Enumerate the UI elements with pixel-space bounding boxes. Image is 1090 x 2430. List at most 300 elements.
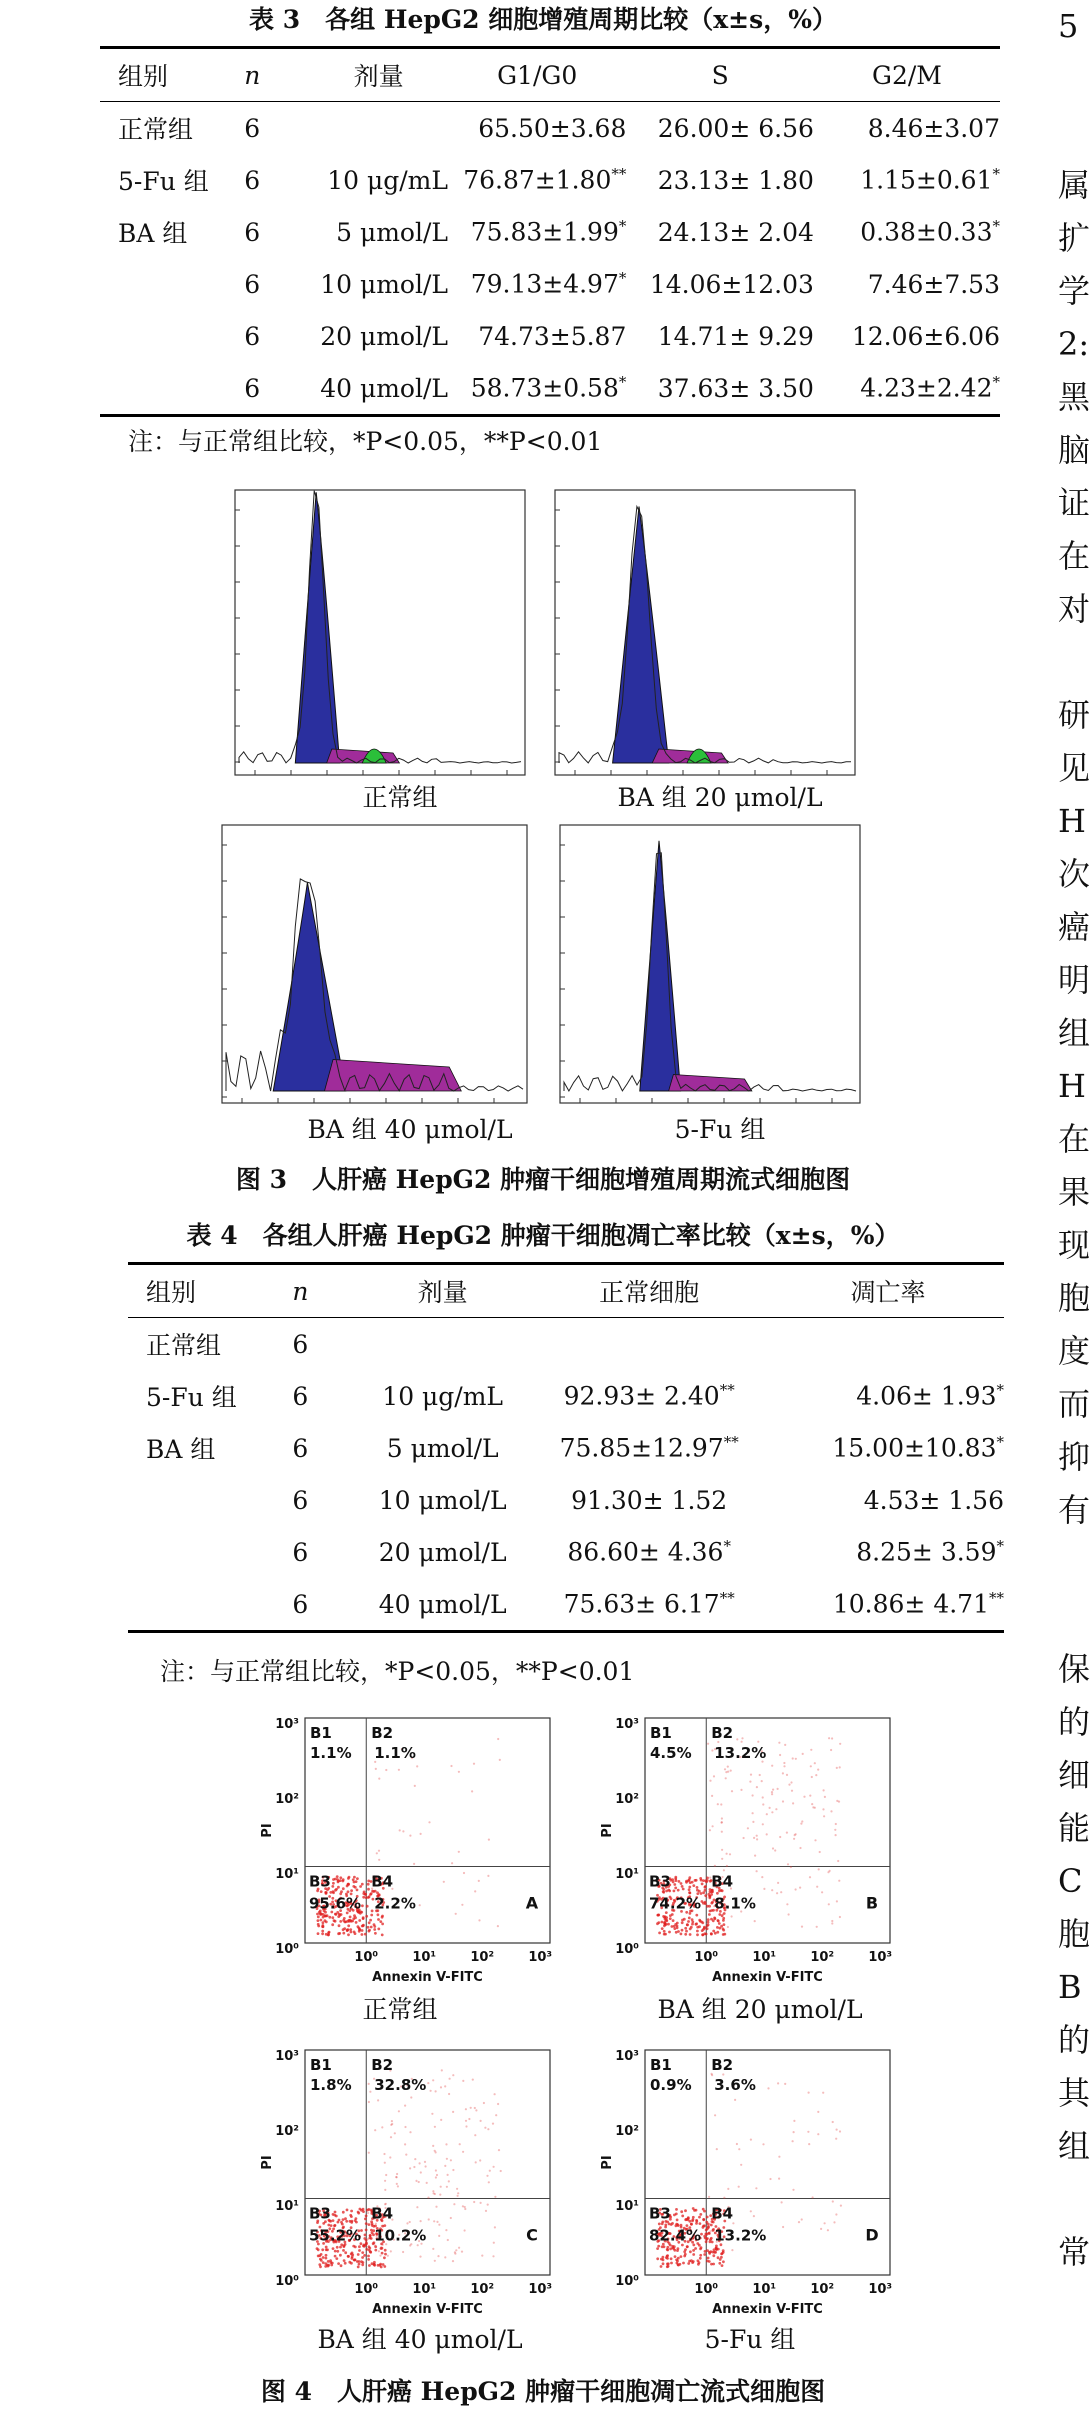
dotplot-event [371,2222,374,2225]
dotplot-event [775,1808,777,1810]
right-column-text [1058,0,1090,2279]
dotplot-event [707,2257,710,2260]
dotplot-event [342,1887,345,1890]
dotplot-event [489,2170,491,2172]
dotplot-event [687,1920,690,1923]
dotplot-event [481,2255,483,2257]
dotplot-event [750,1774,752,1776]
dotplot-event [473,1763,475,1765]
dotplot-event [357,2212,360,2215]
dotplot-event [722,1919,725,1922]
dotplot-event [832,2200,834,2202]
table3-row [100,310,1000,362]
dotplot-event [692,2253,695,2256]
dotplot-event [657,1914,660,1917]
x-tick-label: 10³ [868,2282,893,2297]
dotplot-event [376,1852,378,1854]
right-column-char: 在 [1058,537,1090,575]
dotplot-event [723,2197,725,2199]
dotplot-event [723,1869,725,1871]
dotplot-event [361,1904,364,1907]
dotplot-event [726,1865,728,1867]
dotplot-event [336,2246,339,2249]
table3-header: S [626,48,814,102]
y-tick-label: 10³ [275,2049,299,2064]
x-tick-label: 10³ [528,1950,553,1965]
dotplot-event [738,2148,740,2150]
right-column-char: 学 [1058,272,1090,310]
table3-row [100,258,1000,310]
dotplot-event [707,1743,709,1745]
dotplot-event [461,2251,463,2253]
dotplot-event [337,1915,340,1918]
dotplot-event [433,2220,435,2222]
dotplot-event [347,1924,350,1927]
dotplot-event [317,1916,320,1919]
dotplot-event [480,2202,482,2204]
dotplot-event [836,2129,838,2131]
dotplot-event [364,2218,367,2221]
dotplot-event [705,2229,708,2232]
dotplot-event [365,1915,368,1918]
quadrant-pct-b1: 1.1% [310,1744,352,1762]
dotplot-event [835,2213,837,2215]
y-tick-label: 10² [275,2124,299,2139]
table3-cell: 65.50±3.68 [478,113,627,143]
dotplot-event [344,2262,347,2265]
y-tick-label: 10¹ [275,1867,299,1882]
x-tick-label: 10² [470,2282,495,2297]
dotplot-event [363,2244,366,2247]
dotplot-event [346,2209,349,2212]
quadrant-pct-b1: 0.9% [650,2076,692,2094]
dotplot-event [339,1876,342,1879]
dotplot-event [707,2226,710,2229]
right-column-char: 常 [1058,2233,1090,2271]
dotplot-event [714,2251,717,2254]
dotplot-event [673,1927,676,1930]
dotplot-event [709,1910,712,1913]
dotplot-event [420,1833,422,1835]
table3-cell: 6 [244,321,261,351]
dotplot-event [709,2230,711,2232]
dotplot-event [327,1933,330,1936]
dotplot-event [731,2249,733,2251]
dotplot-event [721,1849,723,1851]
dotplot-event [793,2120,795,2122]
dotplot-event [402,1830,404,1832]
dotplot-event [812,1806,814,1808]
right-column-char: 能 [1058,1809,1090,1847]
dotplot-event [448,2093,450,2095]
dotplot-event [447,2239,449,2241]
dotplot-event [694,1879,697,1882]
right-column-char [1058,2173,1086,2226]
dotplot-event [835,2138,837,2140]
dotplot-event [777,1882,779,1884]
table4-row [128,1370,1004,1422]
quadrant-label-b2: B2 [711,1724,734,1742]
table4-cell: 10 μg/mL [382,1381,504,1411]
table3-cell: 58.73±0.58* [470,373,627,403]
y-axis-label: PI [600,1823,615,1838]
dotplot-event [322,1921,325,1924]
dotplot-event [827,2229,829,2231]
dotplot-event [675,2208,678,2211]
dotplot-event [689,1928,692,1931]
table4-cell: 5 μmol/L [386,1433,499,1463]
dotplot-event [701,1883,704,1886]
dotplot-event [732,2222,734,2224]
dotplot-event [666,2263,669,2266]
dotplot-event [365,2215,368,2218]
dotplot-event [471,1790,473,1792]
dotplot-event [837,1860,839,1862]
dotplot-event [434,2126,436,2128]
table3-cell: 23.13± 1.80 [657,165,814,195]
dotplot-event [465,2120,467,2122]
dotplot-event [696,1930,699,1933]
quadrant-label-b3: B3 [649,1872,671,1891]
dotplot-event [384,2249,387,2252]
dotplot-event [717,2256,720,2259]
table4-cell: 75.63± 6.17** [563,1589,735,1619]
dotplot-event [390,2136,392,2138]
table4-row [128,1526,1004,1578]
table3-cell: 7.46±7.53 [867,269,1000,299]
dotplot-event [325,1915,328,1918]
dotplot-event [772,1789,774,1791]
right-column-char: 证 [1058,484,1090,522]
dotplot-event [834,1829,836,1831]
dotplot-event [750,2210,752,2212]
dotplot-event [774,1849,776,1851]
dotplot-event [449,2078,451,2080]
dotplot-event [329,2259,332,2262]
dotplot-event [362,1896,365,1899]
dotplot-event [334,2255,337,2258]
dotplot-event [322,2256,325,2259]
dotplot-event [685,1930,688,1933]
quadrant-pct-b3: 82.4% [649,2226,702,2245]
dotplot-event [706,1905,709,1908]
dotplot-event [669,1914,672,1917]
table4-cell [128,1474,292,1526]
dotplot-event [446,2186,448,2188]
dotplot-event [419,2162,421,2164]
quadrant-pct-b4: 2.2% [374,1894,416,1913]
y-axis-label: PI [260,2155,275,2170]
dotplot-event [827,1871,829,1873]
dotplot-event [461,1904,463,1906]
dotplot-event [367,2258,370,2261]
dotplot-event [328,1916,331,1919]
dotplot-event [409,2131,411,2133]
right-column-char: H [1058,802,1086,840]
dotplot-event [756,1870,758,1872]
dotplot-event [353,2259,356,2262]
dotplot-event [374,2249,377,2252]
dotplot-event [666,2265,669,2268]
dotplot-event [380,2266,383,2269]
dotplot-event [685,2218,688,2221]
dotplot-event [457,2192,459,2194]
dotplot-event [343,2244,346,2247]
dotplot-event [317,1923,320,1926]
x-tick-label: 10¹ [412,2282,437,2297]
dotplot-event [714,1932,717,1935]
right-column-char: 胞 [1058,1279,1090,1317]
dotplot-event [668,2223,671,2226]
table4-cell: 92.93± 2.40** [563,1381,735,1411]
right-column-char [1058,1537,1086,1590]
dotplot-event [771,1765,773,1767]
histogram-frame [222,825,527,1103]
dotplot-event [342,2249,345,2252]
table3-cell: 79.13±4.97* [470,269,627,299]
dotplot-event [342,2218,345,2221]
dotplot-event [688,1888,691,1891]
y-tick-label: 10¹ [615,2199,639,2214]
table4-cell: 6 [292,1485,309,1515]
dotplot-event [721,1831,723,1833]
dotplot-event [782,2226,784,2228]
dotplot-event [406,2222,408,2224]
dotplot-event [714,2114,716,2116]
y-axis-label: PI [260,1823,275,1838]
dotplot-event [704,1886,707,1889]
dotplot-event [474,2107,476,2109]
table4-cell: BA 组 [146,1435,216,1464]
dotplot-event [816,1886,818,1888]
dotplot-event [494,2093,496,2095]
dotplot-event [338,1932,341,1935]
dotplot-event [413,1863,415,1865]
dotplot-event [802,1753,804,1755]
dotplot-event [769,2178,771,2180]
right-column-char: 胞 [1058,1915,1090,1953]
dotplot-event [666,2255,669,2258]
dotplot-event [766,1833,768,1835]
dotplot-event [465,2125,467,2127]
dotplot-event [488,1839,490,1841]
dotplot-event [762,1803,764,1805]
dotplot-event [808,2143,810,2145]
dotplot-event [692,2260,695,2263]
table3-row [100,206,1000,258]
dotplot-event [424,2161,426,2163]
right-column-char: 研 [1058,696,1090,734]
dotplot-event [342,1928,345,1931]
dotplot-event [771,1811,773,1813]
dotplot-event [367,2212,369,2214]
dotplot-event [777,2082,779,2084]
dotplot-event [788,1784,790,1786]
right-column-char: 抑 [1058,1438,1090,1476]
dotplot-event [721,1821,723,1823]
dotplot-event [712,2254,715,2257]
dotplot-event [397,2185,399,2187]
dotplot-event [703,2210,706,2213]
figure4-label: 5-Fu 组 [704,2325,796,2354]
dotplot-event [780,1891,782,1893]
table3-cell [100,258,244,310]
dotplot-event [370,1914,373,1917]
dotplot-event [385,1769,387,1771]
dotplot-event [762,2143,764,2145]
dotplot-event [387,2255,389,2257]
dotplot-event [702,2218,705,2221]
dotplot-event [419,2256,421,2258]
dotplot-event [801,1820,803,1822]
dotplot-event [364,1893,367,1896]
dotplot-event [468,2118,470,2120]
right-column-char: 属 [1058,166,1090,204]
dotplot-event [709,1780,711,1782]
table4-cell: 6 [292,1589,309,1619]
dotplot-event [674,1923,677,1926]
quadrant-label-b3: B3 [309,2204,331,2223]
quadrant-label-b4: B4 [711,2204,734,2223]
dotplot-event [419,1904,421,1906]
table3-cell: 14.06±12.03 [649,269,814,299]
dotplot-event [430,2090,432,2092]
table4-cell [772,1318,1004,1371]
dotplot-event [339,2254,342,2257]
dotplot-event [714,1865,716,1867]
dotplot-event [350,2221,353,2224]
table4-cell [359,1318,526,1371]
dotplot-event [721,1817,723,1819]
dotplot-event [356,1889,359,1892]
table3-caption: 表 3 各组 HepG2 细胞增殖周期比较（x±s，%） [249,5,837,34]
dotplot-event [711,1749,713,1751]
table3-cell: 8.46±3.07 [867,113,1000,143]
dotplot-event [332,1882,335,1885]
dotplot-event [358,2249,361,2252]
table4-cell: 20 μmol/L [378,1537,507,1567]
dotplot-event [416,2206,418,2208]
dotplot-event [494,2196,496,2198]
dotplot-event [435,2090,437,2092]
dotplot-event [338,1924,341,1927]
dotplot-event [318,2263,321,2266]
dotplot-event [830,1810,832,1812]
dotplot-event [793,1838,795,1840]
dotplot-event [686,2245,689,2248]
quadrant-label-b3: B3 [309,1872,331,1891]
dotplot-event [706,2216,709,2219]
dotplot-event [664,1921,667,1924]
dotplot-event [351,2255,354,2258]
dotplot-event [373,1928,376,1931]
dotplot-event [786,1903,788,1905]
dotplot-event [432,2145,434,2147]
dotplot-event [357,2253,360,2256]
dotplot-event [454,2251,456,2253]
quadrant-pct-b1: 4.5% [650,1744,692,1762]
dotplot-event [317,2255,320,2258]
dotplot-event [689,2250,692,2253]
dotplot-event [347,1883,350,1886]
dotplot-event [465,2108,467,2110]
x-tick-label: 10² [810,2282,835,2297]
dotplot-event [720,1925,723,1928]
dotplot-event [836,1767,838,1769]
dotplot-event [493,2166,495,2168]
dotplot-event [348,1876,351,1879]
dotplot-event [384,2162,386,2164]
dotplot-event [722,1913,724,1915]
dotplot-event [828,1737,830,1739]
dotplot-event [322,2261,325,2264]
dotplot-event [494,2226,496,2228]
dotplot-event [684,2253,687,2256]
dotplot-event [807,2131,809,2133]
dotplot-event [446,2158,448,2160]
right-column-char: 度 [1058,1332,1090,1370]
dotplot-event [787,1863,789,1865]
right-column-char: 组 [1058,2127,1090,2165]
dotplot-event [470,2107,472,2109]
dotplot-event [377,1918,380,1921]
dotplot-event [362,1924,365,1927]
dotplot-event [350,2262,353,2265]
dotplot-event [747,1827,749,1829]
dotplot-event [493,2242,495,2244]
dotplot-event [710,1918,713,1921]
dotplot-event [375,1768,377,1770]
dotplot-event [814,1762,816,1764]
dotplot-event [325,2254,328,2257]
dotplot-event [327,2260,330,2263]
dotplot-event [333,2214,336,2217]
table4-cell: 15.00±10.83* [832,1433,1004,1463]
dotplot-event [488,2181,490,2183]
dotplot-event [754,1855,756,1857]
dotplot-event [771,1889,773,1891]
dotplot-event [355,1921,358,1924]
dotplot-event [371,1910,374,1913]
dotplot-event [723,1923,726,1926]
dotplot-event [811,1776,813,1778]
dotplot-event [752,1812,754,1814]
dotplot-event [722,2249,725,2252]
table3-header: 剂量 [309,48,448,102]
dotplot-event [724,1768,726,1770]
dotplot-event [661,1921,664,1924]
quadrant-label-b4: B4 [711,1872,734,1891]
dotplot-event [691,1918,694,1921]
table3-cell: 12.06±6.06 [851,321,1000,351]
dotplot-event [337,1880,340,1883]
dotplot-event [703,2253,706,2256]
dotplot-event [667,1923,670,1926]
dotplot-event [354,1916,357,1919]
dotplot-event [457,2195,459,2197]
x-axis-label: Annexin V-FITC [372,2302,483,2317]
right-column-char: 其 [1058,2074,1090,2112]
x-axis-label: Annexin V-FITC [372,1970,483,1985]
dotplot-event [704,1901,707,1904]
dotplot-event [730,1770,732,1772]
dotplot-event [378,1850,380,1852]
x-tick-label: 10² [810,1950,835,1965]
dotplot-event [708,1913,711,1916]
dotplot-event [432,2079,434,2081]
dotplot-event [836,1800,838,1802]
dotplot-event [452,2111,454,2113]
